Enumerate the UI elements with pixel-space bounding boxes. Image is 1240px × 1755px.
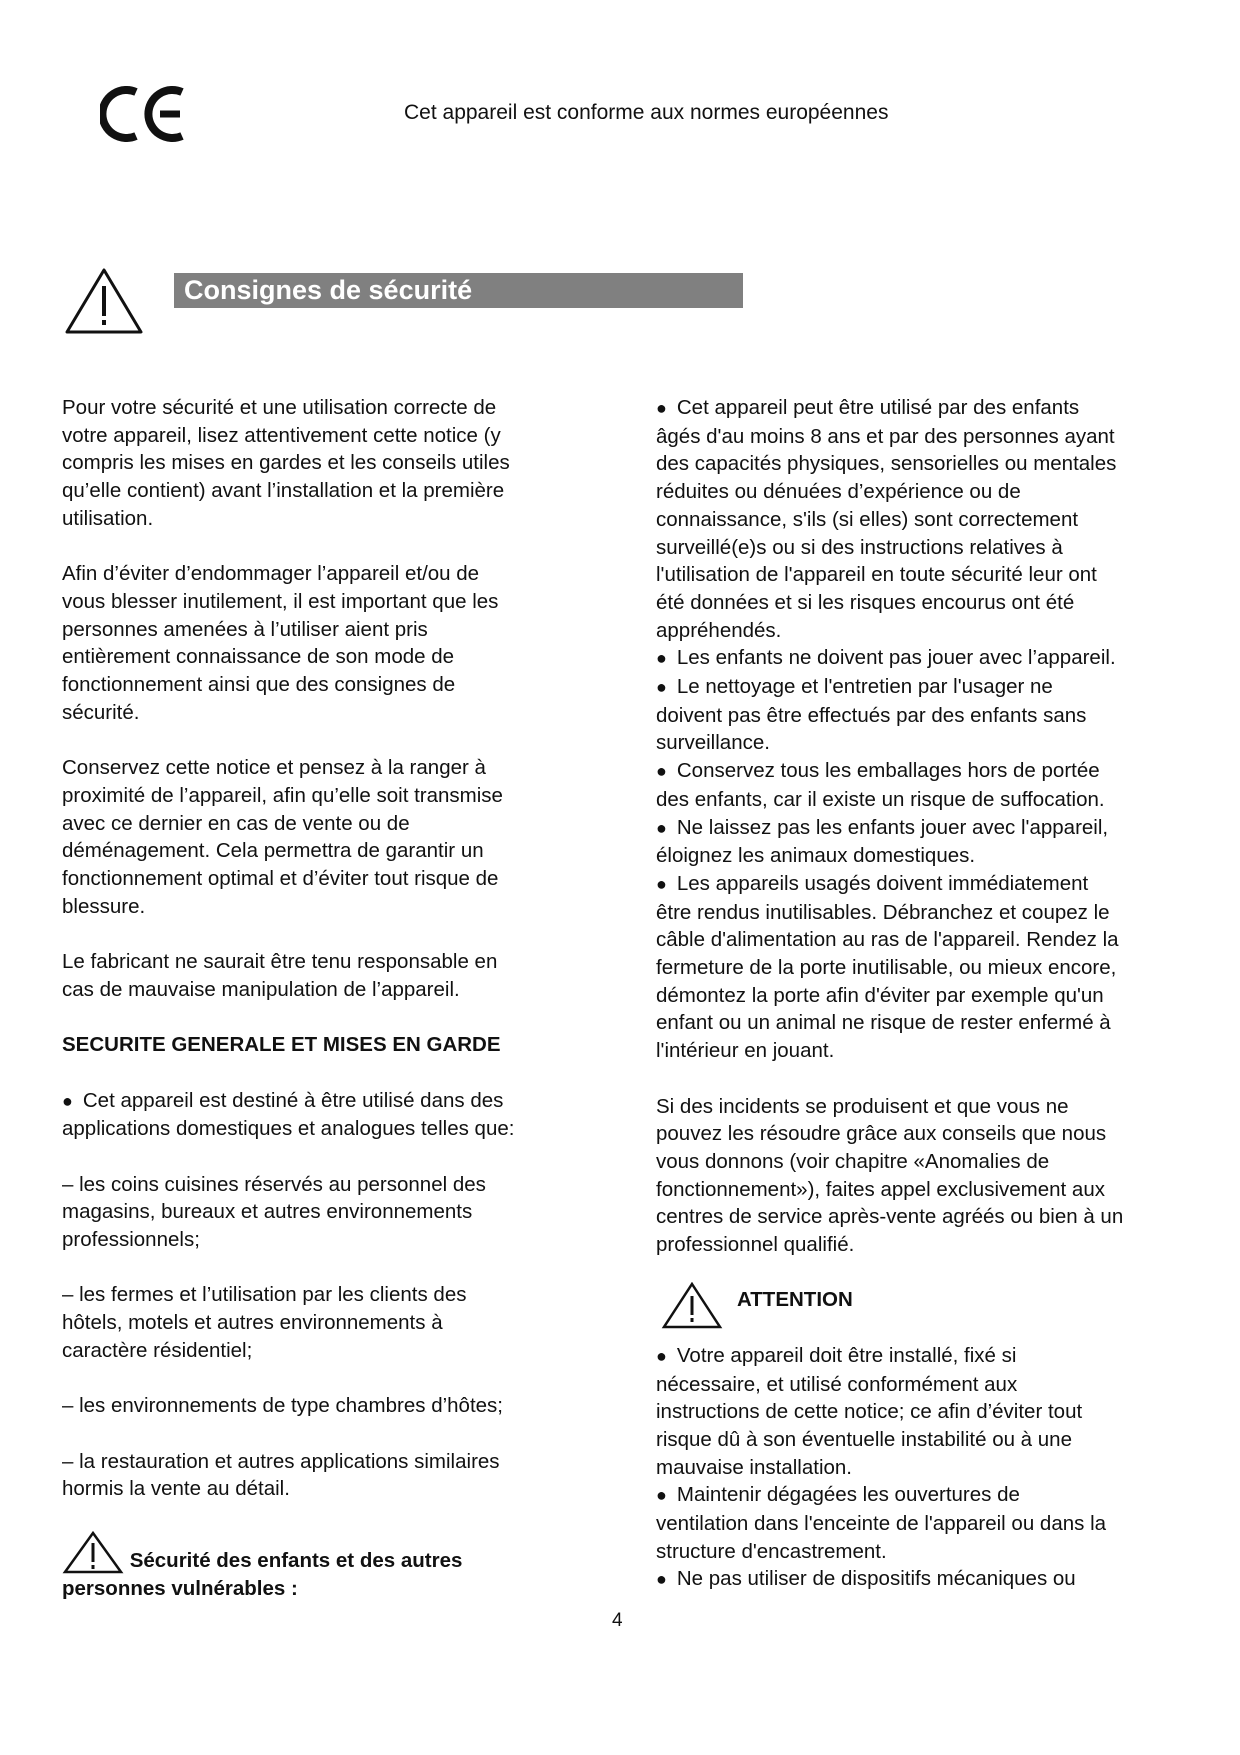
- children-heading-line2: personnes vulnérables :: [62, 1576, 298, 1600]
- bullet-item: ● Les appareils usagés doivent immédiatement être rendus inutilisables. Débranchez et coupez le câble d'alimentation au ras de l'appareil. Rendez la fermeture de la porte inutilisable, ou mieux encore, démontez la porte afin d'éviter par exemple qu'un enfant ou un animal ne risque de rester enfermé à l'intérieur en jouant.: [656, 870, 1123, 1065]
- paragraph: Afin d’éviter d’endommager l’appareil et/ou de vous blesser inutilement, il est important que les personnes amenées à l’utiliser aient pris entièrement connaissance de son mode de fonctionnement ainsi que des consignes de sécurité.: [62, 562, 499, 724]
- attention-heading: [656, 1286, 1123, 1314]
- conformity-statement: Cet appareil est conforme aux normes européennes: [404, 101, 889, 124]
- section-title: Consignes de sécurité: [174, 273, 743, 308]
- ce-logo-icon: [100, 84, 186, 144]
- warning-triangle-icon: [661, 1282, 723, 1330]
- dash-item: – la restauration et autres applications similaires hormis la vente au détail.: [62, 1449, 500, 1501]
- bullet-item: ● Cet appareil est destiné à être utilisé dans des applications domestiques et analogues telles que:: [62, 1087, 514, 1143]
- intro-paragraph: Pour votre sécurité et une utilisation correcte de votre appareil, lisez attentivement cette notice (y compris les mises en gardes et les conseils utiles qu’elle contient) avant l’installation et la première utilisation.: [62, 396, 510, 530]
- bullet-item: ● Ne laissez pas les enfants jouer avec l'appareil, éloignez les animaux domestiques.: [656, 814, 1123, 870]
- warning-triangle-icon: [62, 1531, 124, 1575]
- bullet-item: ● Les enfants ne doivent pas jouer avec l’appareil.: [656, 644, 1123, 673]
- children-safety-heading: [62, 1531, 514, 1575]
- dash-item: – les coins cuisines réservés au personnel des magasins, bureaux et autres environnements professionnels;: [62, 1172, 486, 1251]
- bullet-item: ● Votre appareil doit être installé, fixé si nécessaire, et utilisé conformément aux instructions de cette notice; ce afin d’éviter tout risque dû à son éventuelle instabilité ou à une mauvaise installation.: [656, 1342, 1123, 1482]
- paragraph: Conservez cette notice et pensez à la ranger à proximité de l’appareil, afin qu’elle soit transmise avec ce dernier en cas de vente ou de déménagement. Cela permettra de garantir un fonctionnement optimal et d’éviter tout risque de blessure.: [62, 756, 503, 918]
- right-column: [656, 394, 1123, 1594]
- paragraph: Le fabricant ne saurait être tenu responsable en cas de mauvaise manipulation de l’appareil.: [62, 950, 498, 1001]
- bullet-item: ● Conservez tous les emballages hors de portée des enfants, car il existe un risque de suffocation.: [656, 757, 1123, 813]
- warning-triangle-icon: [63, 266, 145, 336]
- dash-item: – les environnements de type chambres d’hôtes;: [62, 1394, 504, 1418]
- paragraph: Si des incidents se produisent et que vous ne pouvez les résoudre grâce aux conseils que nous vous donnons (voir chapitre «Anomalies de fonctionnement»), faites appel exclusivement aux centres de service après-vente agréés ou bien à un professionnel qualifié.: [656, 1094, 1124, 1257]
- left-column: [62, 394, 514, 1602]
- bullet-item: ● Le nettoyage et l'entretien par l'usager ne doivent pas être effectués par des enfants sans surveillance.: [656, 673, 1123, 757]
- bullet-item: ● Maintenir dégagées les ouvertures de ventilation dans l'enceinte de l'appareil ou dans la structure d'encastrement.: [656, 1481, 1123, 1565]
- page-number: 4: [612, 1610, 623, 1631]
- general-safety-heading: SECURITE GENERALE ET MISES EN GARDE: [62, 1033, 501, 1057]
- children-heading-line1: Sécurité des enfants et des autres: [124, 1548, 463, 1572]
- bullet-item: ● Cet appareil peut être utilisé par des enfants âgés d'au moins 8 ans et par des personnes ayant des capacités physiques, sensorielles ou mentales réduites ou dénuées d’expérience ou de connaissance, s'ils (si elles) sont correctement surveillé(e)s ou si des instructions relatives à l'utilisation de l'appareil en toute sécurité leur ont été données et si les risques encourus ont été appréhendés.: [656, 394, 1123, 644]
- dash-item: – les fermes et l’utilisation par les clients des hôtels, motels et autres environnements à caractère résidentiel;: [62, 1283, 467, 1362]
- bullet-item: ● Ne pas utiliser de dispositifs mécaniques ou: [656, 1565, 1123, 1594]
- attention-label: ATTENTION: [737, 1288, 853, 1312]
